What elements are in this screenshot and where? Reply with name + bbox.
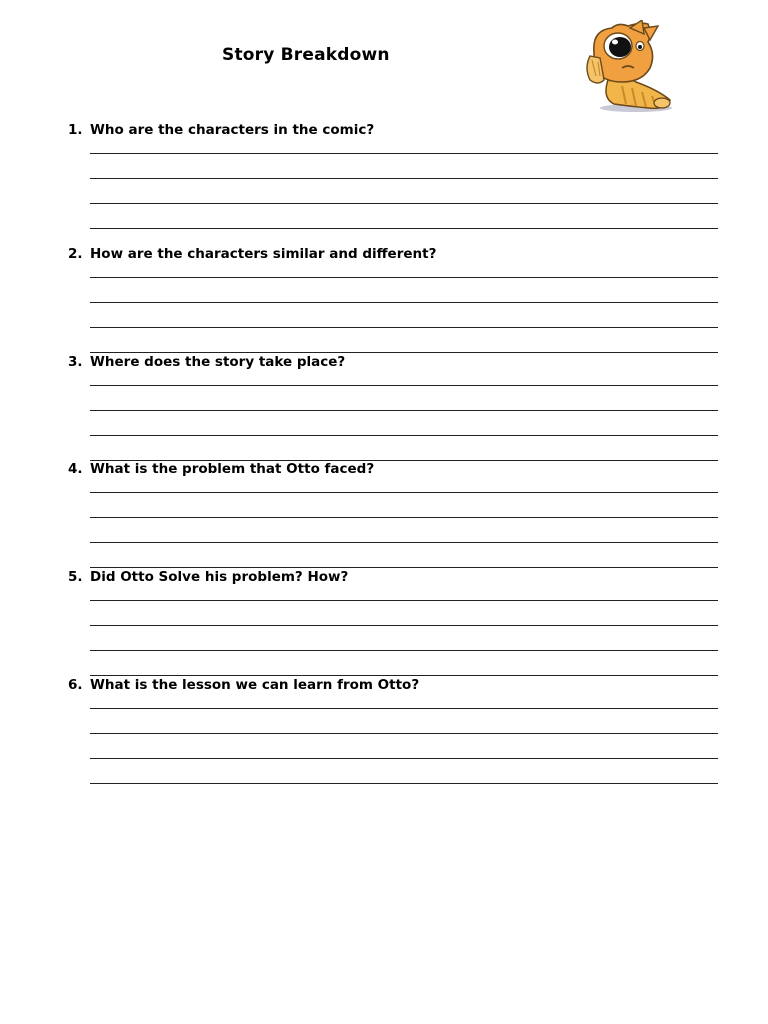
answer-line[interactable] [90,650,718,651]
otto-cat-mascot-icon [578,20,678,116]
question-4 [68,461,728,481]
answer-line[interactable] [90,435,718,436]
answer-line[interactable] [90,327,718,328]
question-text: What is the lesson we can learn from Otto? [90,677,420,693]
question-number: 5. [68,569,83,585]
question-3 [68,354,728,374]
answer-line[interactable] [90,277,718,278]
question-1 [68,122,728,142]
answer-line[interactable] [90,228,718,229]
question-number: 1. [68,122,83,138]
answer-line[interactable] [90,517,718,518]
question-text: What is the problem that Otto faced? [90,461,375,477]
answer-line[interactable] [90,203,718,204]
answer-line[interactable] [90,675,718,676]
answer-line[interactable] [90,352,718,353]
answer-line[interactable] [90,600,718,601]
question-text: Who are the characters in the comic? [90,122,375,138]
answer-line[interactable] [90,708,718,709]
answer-line[interactable] [90,385,718,386]
answer-line[interactable] [90,492,718,493]
answer-line[interactable] [90,178,718,179]
question-text: Where does the story take place? [90,354,346,370]
answer-line[interactable] [90,567,718,568]
answer-line[interactable] [90,153,718,154]
question-2 [68,246,728,266]
answer-line[interactable] [90,733,718,734]
question-text: How are the characters similar and different? [90,246,437,262]
answer-line[interactable] [90,542,718,543]
question-number: 3. [68,354,83,370]
answer-line[interactable] [90,410,718,411]
answer-line[interactable] [90,758,718,759]
question-number: 2. [68,246,83,262]
answer-line[interactable] [90,625,718,626]
question-number: 6. [68,677,83,693]
question-6 [68,677,728,697]
worksheet-title: Story Breakdown [222,45,390,65]
question-text: Did Otto Solve his problem? How? [90,569,349,585]
question-number: 4. [68,461,83,477]
answer-line[interactable] [90,302,718,303]
answer-line[interactable] [90,783,718,784]
question-5 [68,569,728,589]
